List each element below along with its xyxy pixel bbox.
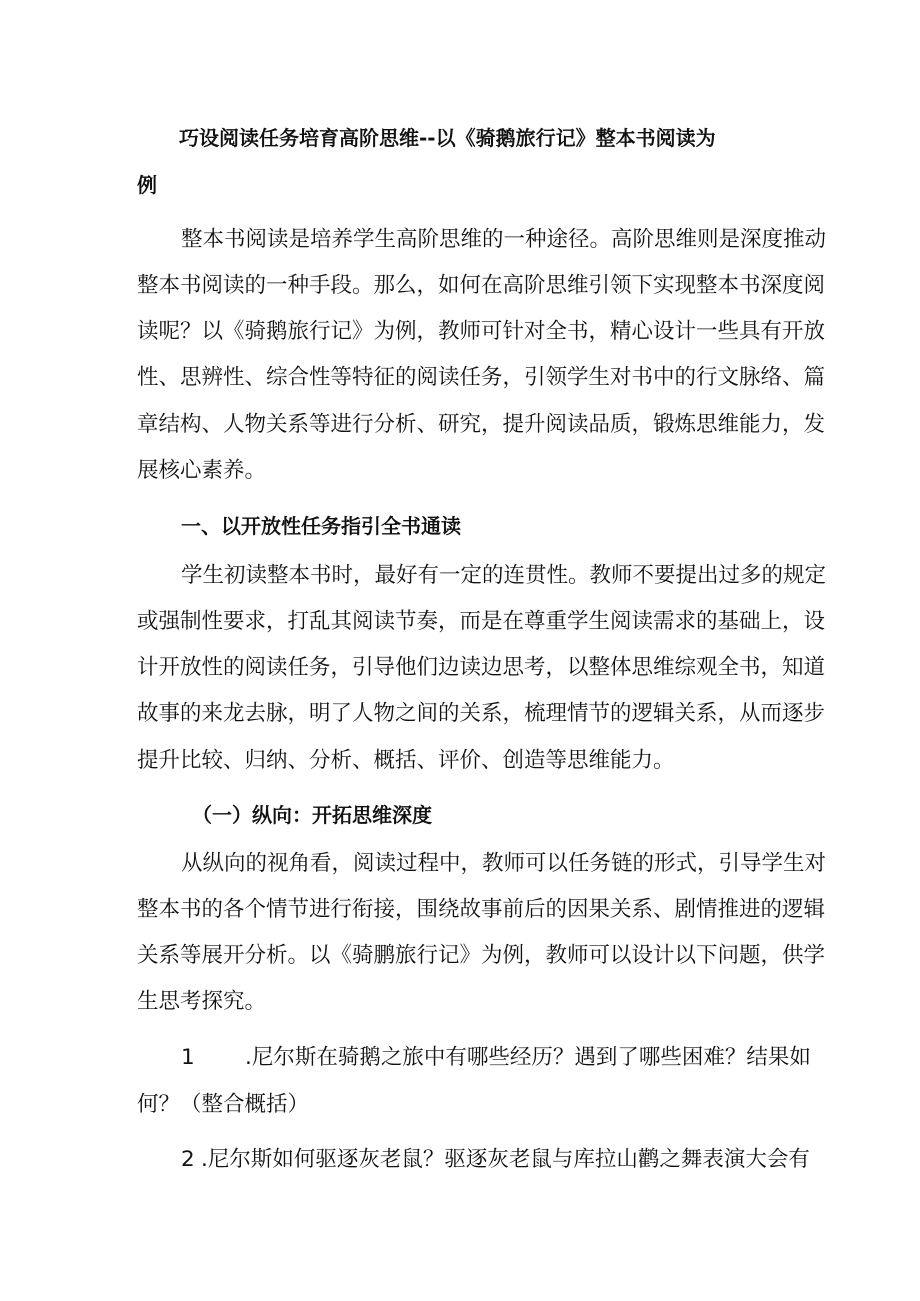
intro-line-5: 章结构、人物关系等进行分析、研究，提升阅读品质，锻炼思维能力，发 xyxy=(137,412,826,437)
subsection-1-line-3: 关系等展开分析。以《骑鹏旅行记》为例，教师可以设计以下问题，供学 xyxy=(137,943,826,968)
document-title-line-2: 例 xyxy=(137,173,157,197)
intro-line-2: 整本书阅读的一种手段。那么，如何在高阶思维引领下实现整本书深度阅 xyxy=(137,273,826,298)
intro-line-4: 性、思辨性、综合性等特征的阅读任务，引领学生对书中的行文脉络、篇 xyxy=(137,365,826,390)
section-1-heading: 一、以开放性任务指引全书通读 xyxy=(181,514,461,538)
intro-line-3: 读呢？以《骑鹅旅行记》为例，教师可针对全书，精心设计一些具有开放 xyxy=(137,319,826,344)
question-2-number: 2 xyxy=(181,1147,195,1172)
subsection-1-heading: （一）纵向：开拓思维深度 xyxy=(192,803,432,827)
section-1-line-4: 故事的来龙去脉，明了人物之间的关系，梳理情节的逻辑关系，从而逐步 xyxy=(137,701,826,726)
intro-line-6: 展核心素养。 xyxy=(137,458,267,483)
question-1-number: 1 xyxy=(181,1045,195,1070)
question-1-line-2: 何？（整合概括） xyxy=(137,1092,310,1117)
subsection-1-line-2: 整本书的各个情节进行衔接，围绕故事前后的因果关系、剧情推进的逻辑 xyxy=(137,897,826,922)
subsection-1-line-4: 生思考探究。 xyxy=(137,989,267,1014)
section-1-line-2: 或强制性要求，打乱其阅读节奏，而是在尊重学生阅读需求的基础上，设 xyxy=(137,609,826,634)
document-title-line-1: 巧设阅读任务培育高阶思维--以《骑鹅旅行记》整本书阅读为 xyxy=(179,126,716,150)
section-1-line-3: 计开放性的阅读任务，引导他们边读边思考，以整体思维综观全书，知道 xyxy=(137,655,826,680)
section-1-line-1: 学生初读整本书时，最好有一定的连贯性。教师不要提出过多的规定 xyxy=(181,563,827,588)
question-1-line-1: .尼尔斯在骑鹅之旅中有哪些经历？遇到了哪些困难？结果如 xyxy=(245,1045,811,1070)
section-1-line-5: 提升比较、归纳、分析、概括、评价、创造等思维能力。 xyxy=(137,748,675,773)
subsection-1-line-1: 从纵向的视角看，阅读过程中，教师可以任务链的形式，引导学生对 xyxy=(181,851,827,876)
question-2-line-1: .尼尔斯如何驱逐灰老鼠？驱逐灰老鼠与库拉山鹳之舞表演大会有 xyxy=(201,1147,810,1172)
intro-line-1: 整本书阅读是培养学生高阶思维的一种途径。高阶思维则是深度推动 xyxy=(181,227,827,252)
